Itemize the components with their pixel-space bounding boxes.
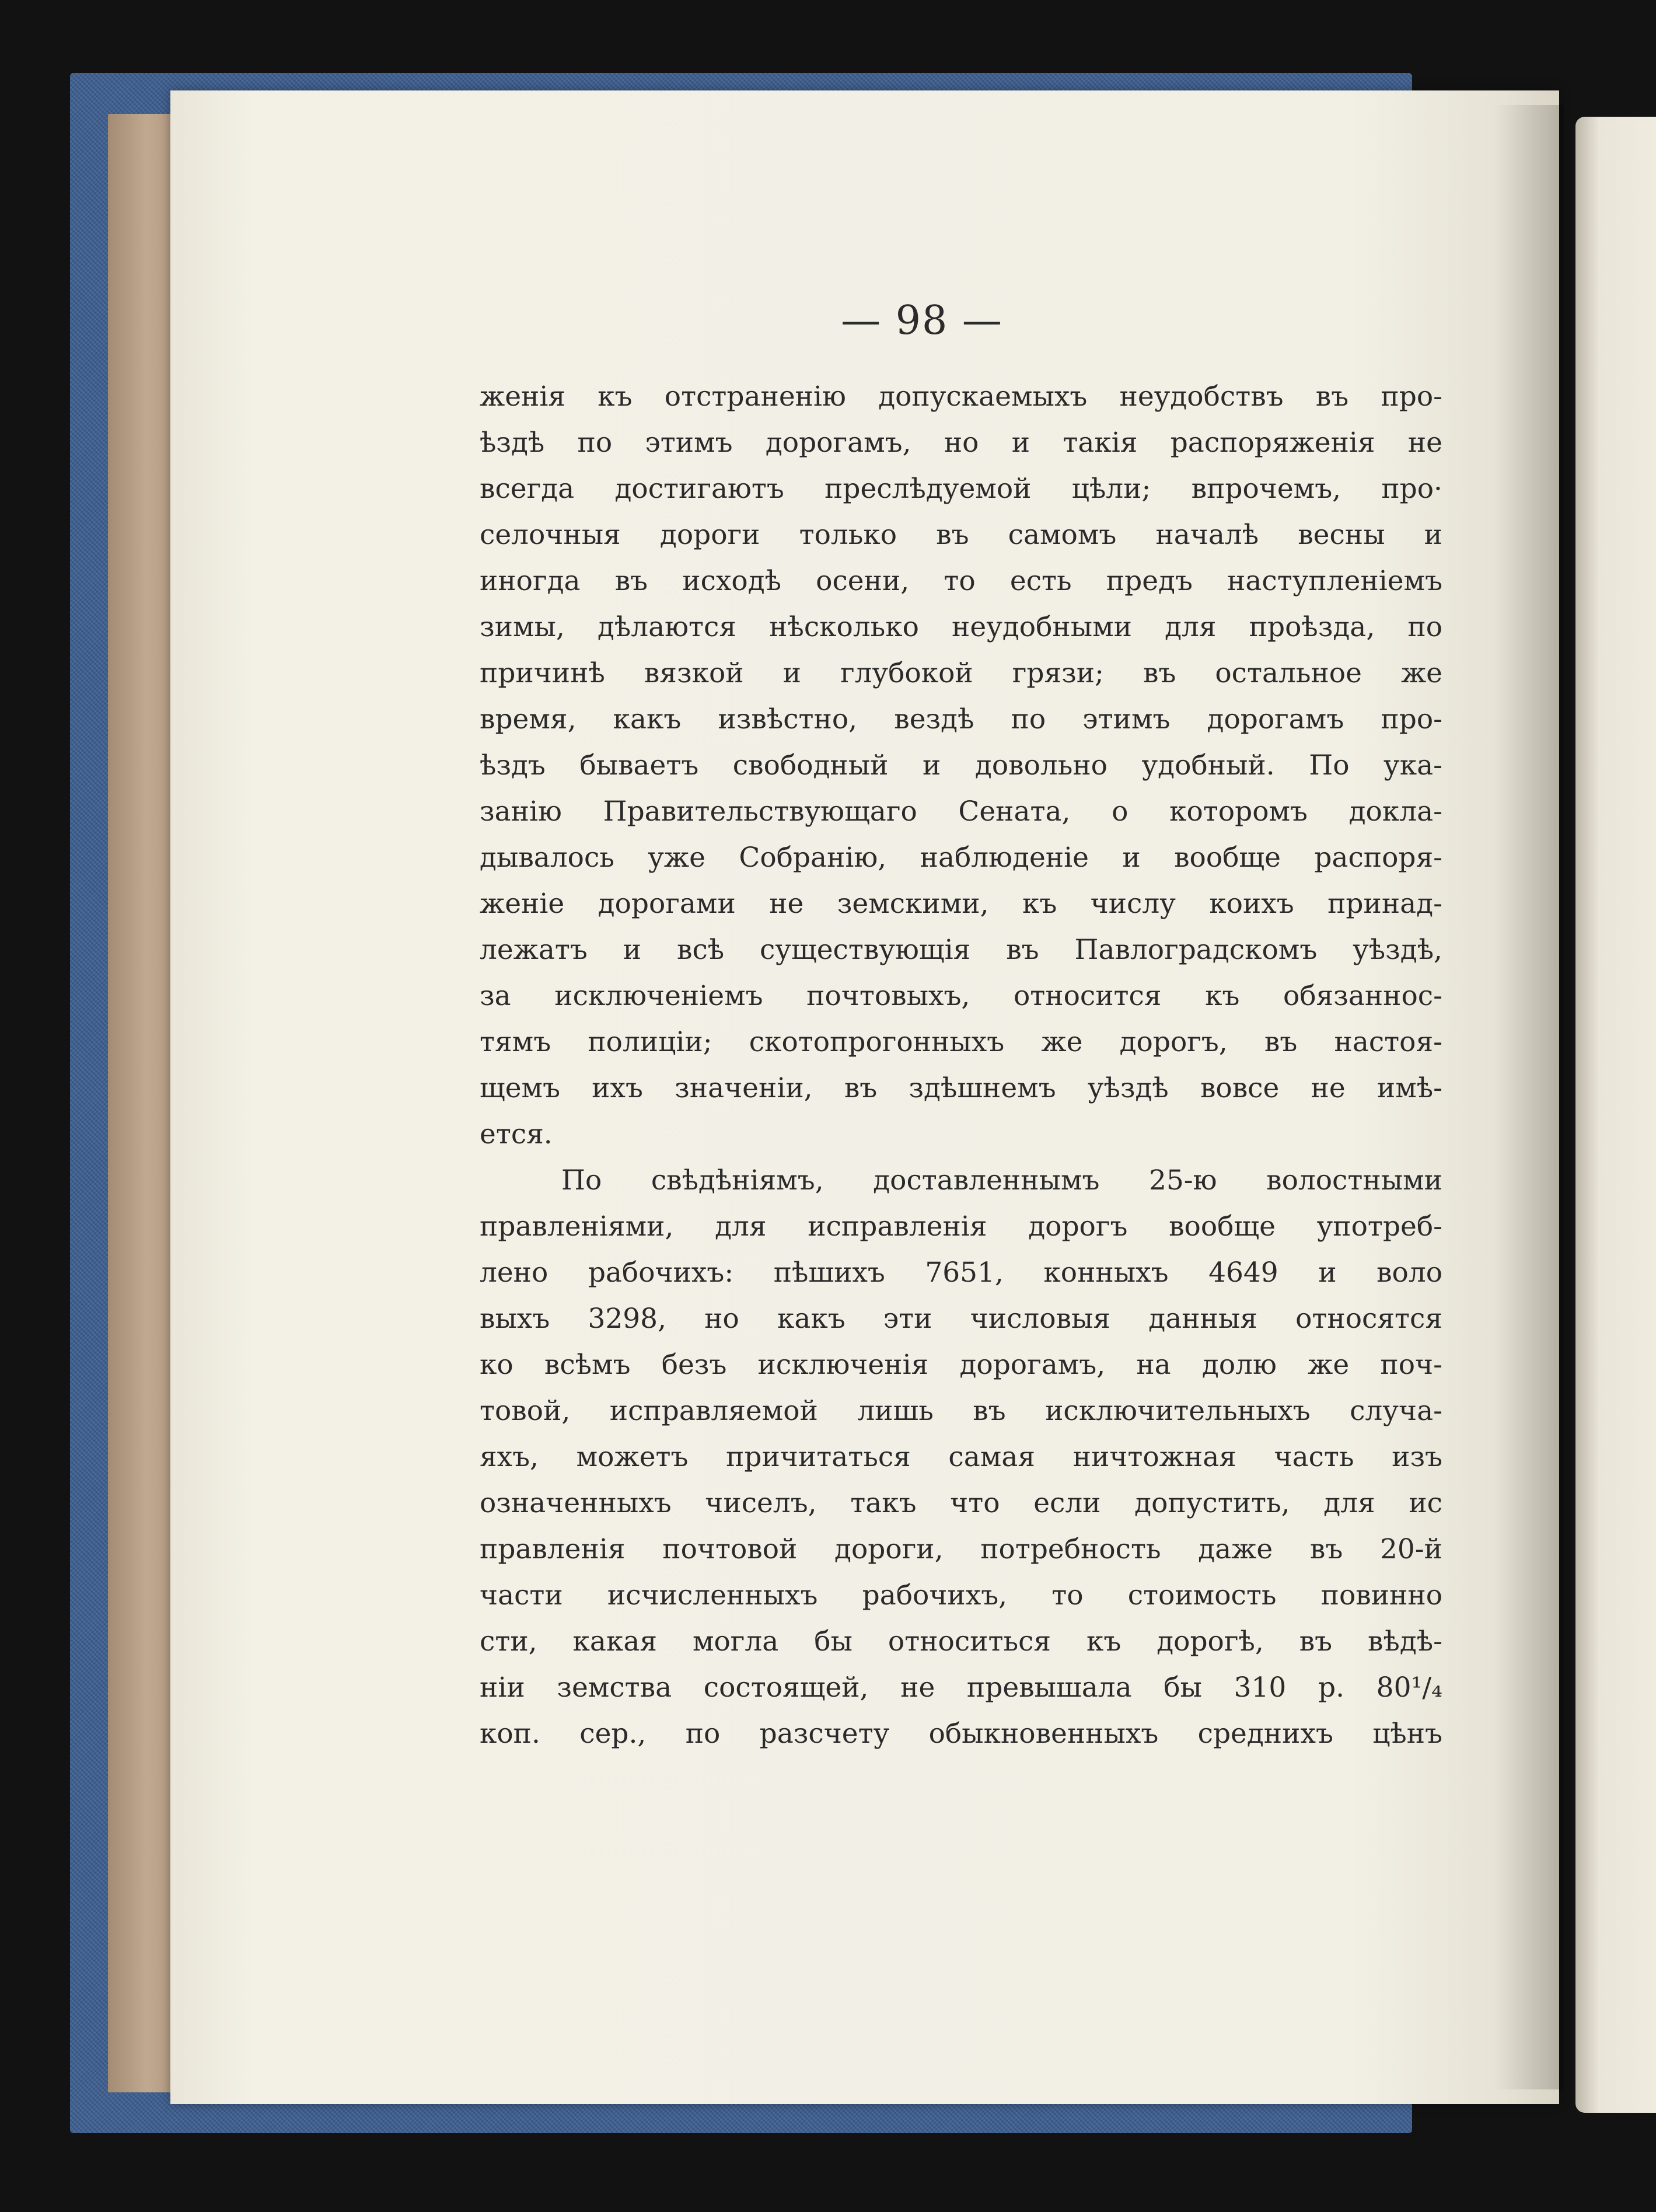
text-line: правленіями, для исправленія дорогъ вообще употреб- [480,1210,1442,1243]
text-line: лежатъ и всѣ существующія въ Павлоградскомъ уѣздѣ, [480,934,1442,966]
text-line: женіе дорогами не земскими, къ числу коихъ принад- [480,888,1442,920]
text-line: тямъ полиціи; скотопрогонныхъ же дорогъ, въ настоя- [480,1026,1442,1058]
text-line: коп. сер., по разсчету обыкновенныхъ среднихъ цѣнъ [480,1718,1442,1750]
text-line: ѣздъ бываетъ свободный и довольно удобный. По ука- [480,749,1442,781]
text-line: лено рабочихъ: пѣшихъ 7651, конныхъ 4649 и воло [480,1257,1442,1289]
text-line: время, какъ извѣстно, вездѣ по этимъ дорогамъ про- [480,703,1442,735]
paragraph-1 [480,374,1442,1157]
text-line: иногда въ исходѣ осени, то есть предъ наступленіемъ [480,565,1442,597]
text-line: женія къ отстраненію допускаемыхъ неудобствъ въ про- [480,381,1442,413]
text-line: селочныя дороги только въ самомъ началѣ весны и [480,519,1442,551]
text-line: щемъ ихъ значеніи, въ здѣшнемъ уѣздѣ вовсе не имѣ- [480,1072,1442,1104]
text-line: товой, исправляемой лишь въ исключительныхъ случа- [480,1395,1442,1427]
text-line: всегда достигаютъ преслѣдуемой цѣли; впрочемъ, про· [480,473,1442,505]
text-line: за исключеніемъ почтовыхъ, относится къ обязаннос- [480,980,1442,1012]
text-line: части исчисленныхъ рабочихъ, то стоимость повинно [480,1579,1442,1611]
text-line: означенныхъ чиселъ, такъ что если допустить, для ис [480,1487,1442,1519]
text-line: ко всѣмъ безъ исключенія дорогамъ, на долю же поч- [480,1349,1442,1381]
text-line: правленія почтовой дороги, потребность даже въ 20-й [480,1533,1442,1565]
text-line: выхъ 3298, но какъ эти числовыя данныя относятся [480,1303,1442,1335]
next-page-edge [1575,117,1656,2113]
text-line: ѣздѣ по этимъ дорогамъ, но и такія распоряженія не [480,427,1442,459]
text-line: яхъ, можетъ причитаться самая ничтожная часть изъ [480,1441,1442,1473]
body-text [480,374,1442,1757]
gutter-shadow [1494,105,1564,2089]
text-line: ется. [480,1118,553,1150]
text-line: причинѣ вязкой и глубокой грязи; въ остальное же [480,657,1442,689]
text-line: сти, какая могла бы относиться къ дорогѣ, въ вѣдѣ- [480,1625,1442,1658]
paragraph-2 [480,1157,1442,1757]
text-line: ніи земства состоящей, не превышала бы 310 р. 80¹/₄ [480,1672,1442,1704]
text-line: дывалось уже Собранію, наблюденіе и вообще распоря- [480,842,1442,874]
text-line: По свѣдѣніямъ, доставленнымъ 25-ю волостными [561,1164,1442,1196]
endpaper-strip [108,114,178,2092]
text-line: занію Правительствующаго Сената, о которомъ докла- [480,796,1442,828]
text-line: зимы, дѣлаются нѣсколько неудобными для проѣзда, по [480,611,1442,643]
page-number: — 98 — [841,298,1003,344]
